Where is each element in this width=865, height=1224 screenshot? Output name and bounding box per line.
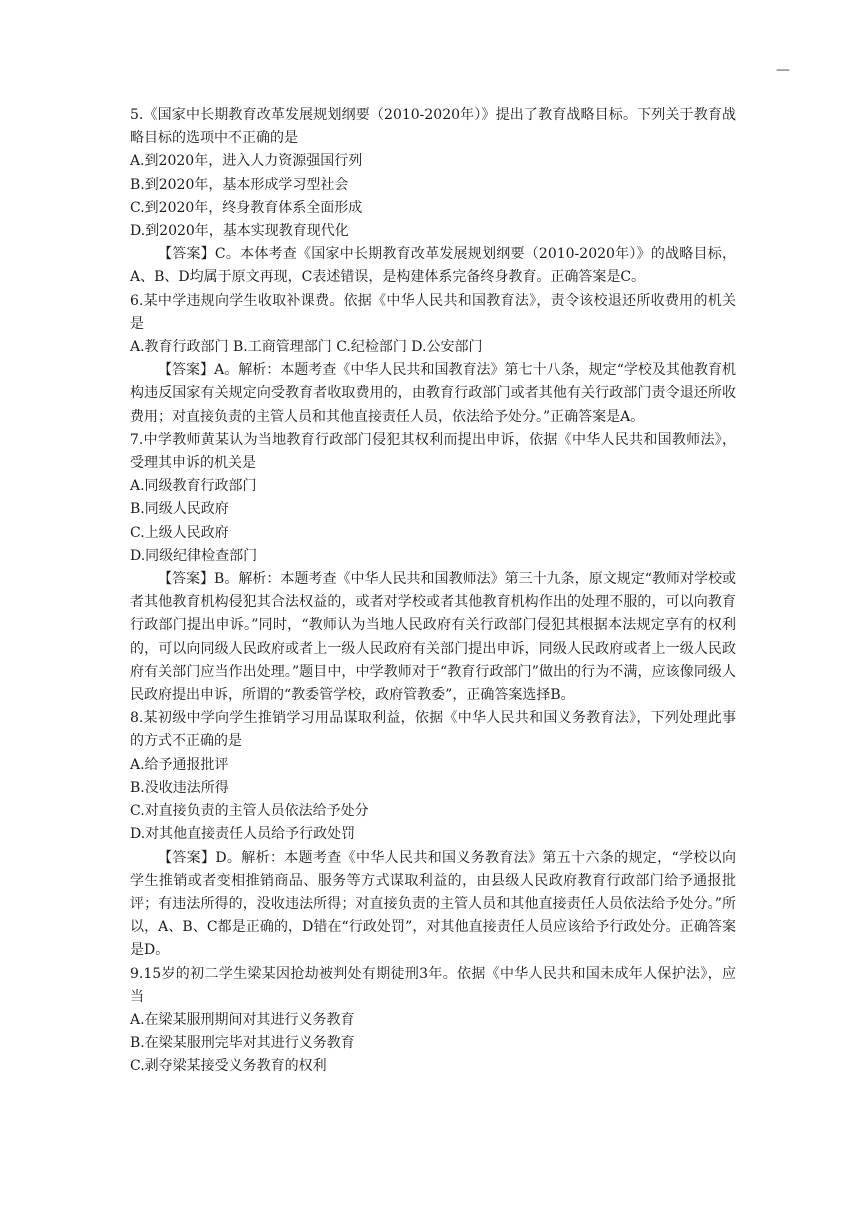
question-stem: 7.中学教师黄某认为当地教育行政部门侵犯其权利而提出申诉，依据《中华人民共和国教师法》，受理其申诉的机关是 bbox=[130, 431, 736, 472]
header-mark: — bbox=[776, 62, 790, 78]
option-a: A.给予通报批评 bbox=[130, 756, 229, 773]
question-stem: 5.《国家中长期教育改革发展规划纲要（2010-2020年）》提出了教育战略目标。下列关于教育战略目标的选项中不正确的是 bbox=[130, 107, 736, 147]
option-c: C.对直接负责的主管人员依法给予处分 bbox=[130, 803, 369, 820]
option-c: C.到2020年，终身教育体系全面形成 bbox=[130, 199, 363, 216]
option-d: D.对其他直接责任人员给予行政处罚 bbox=[130, 826, 356, 843]
answer-explanation: 【答案】D。解析：本题考查《中华人民共和国义务教育法》第五十六条的规定，“学校以向学生推销或者变相推销商品、服务等方式谋取利益的，由县级人民政府教育行政部门给予通报批评；有违法所得的，没收违法所得；对直接负责的主管人员和其他直接责任人员依法给予处分。”所以，A、B、C都是正确的，D错在“行政处罚”，对其他直接责任人员应该给予行政处分。正确答案是D。 bbox=[130, 849, 736, 959]
answer-explanation: 【答案】B。解析：本题考查《中华人民共和国教师法》第三十九条，原文规定“教师对学校或者其他教育机构侵犯其合法权益的，或者对学校或者其他教育机构作出的处理不服的，可以向教育行政部门提出申诉。”同时，“教师认为当地人民政府有关行政部门侵犯其根据本法规定享有的权利的，可以向同级人民政府或者上一级人民政府有关部门提出申诉，同级人民政府或者上一级人民政府有关部门应当作出处理。”题目中，中学教师对于“教育行政部门”做出的行为不满，应该像同级人民政府提出申诉，所谓的“教委管学校，政府管教委”，正确答案选择B。 bbox=[130, 571, 736, 704]
option-d: D.同级纪律检查部门 bbox=[130, 547, 258, 564]
question-9 bbox=[130, 963, 736, 1079]
answer-explanation: 【答案】C。本体考查《国家中长期教育改革发展规划纲要（2010-2020年）》的战略目标，A、B、D均属于原文再现，C表述错误，是构建体系完备终身教育。正确答案是C。 bbox=[130, 246, 736, 286]
option-a: A.在梁某服刑期间对其进行义务教育 bbox=[130, 1011, 355, 1028]
option-a: A.到2020年，进入人力资源强国行列 bbox=[130, 153, 363, 170]
question-8 bbox=[130, 707, 736, 962]
question-stem: 9.15岁的初二学生梁某因抢劫被判处有期徒刑3年。依据《中华人民共和国未成年人保护法》，应当 bbox=[130, 965, 736, 1005]
option-b: B.在梁某服刑完毕对其进行义务教育 bbox=[130, 1035, 355, 1052]
option-b: B.同级人民政府 bbox=[130, 501, 229, 518]
option-a: A.同级教育行政部门 bbox=[130, 478, 257, 495]
question-7 bbox=[130, 429, 736, 707]
answer-explanation: 【答案】A。解析：本题考查《中华人民共和国教育法》第七十八条，规定“学校及其他教育机构违反国家有关规定向受教育者收取费用的，由教育行政部门或者其他有关行政部门责令退还所收费用；对直接负责的主管人员和其他直接责任人员，依法给予处分。”正确答案是A。 bbox=[130, 362, 736, 425]
option-d: D.到2020年，基本实现教育现代化 bbox=[130, 223, 349, 240]
option-b: B.到2020年，基本形成学习型社会 bbox=[130, 176, 349, 193]
question-stem: 6.某中学违规向学生收取补课费。依据《中华人民共和国教育法》，责令该校退还所收费用的机关是 bbox=[130, 292, 736, 332]
document-body bbox=[130, 104, 736, 1079]
question-6 bbox=[130, 290, 736, 429]
option-c: C.上级人民政府 bbox=[130, 524, 229, 541]
question-5 bbox=[130, 104, 736, 290]
question-stem: 8.某初级中学向学生推销学习用品谋取利益，依据《中华人民共和国义务教育法》，下列处理此事的方式不正确的是 bbox=[130, 710, 736, 750]
option-c: C.剥夺梁某接受义务教育的权利 bbox=[130, 1058, 327, 1075]
option-b: B.没收违法所得 bbox=[130, 779, 229, 796]
options-inline: A.教育行政部门 B.工商管理部门 C.纪检部门 D.公安部门 bbox=[130, 339, 483, 356]
